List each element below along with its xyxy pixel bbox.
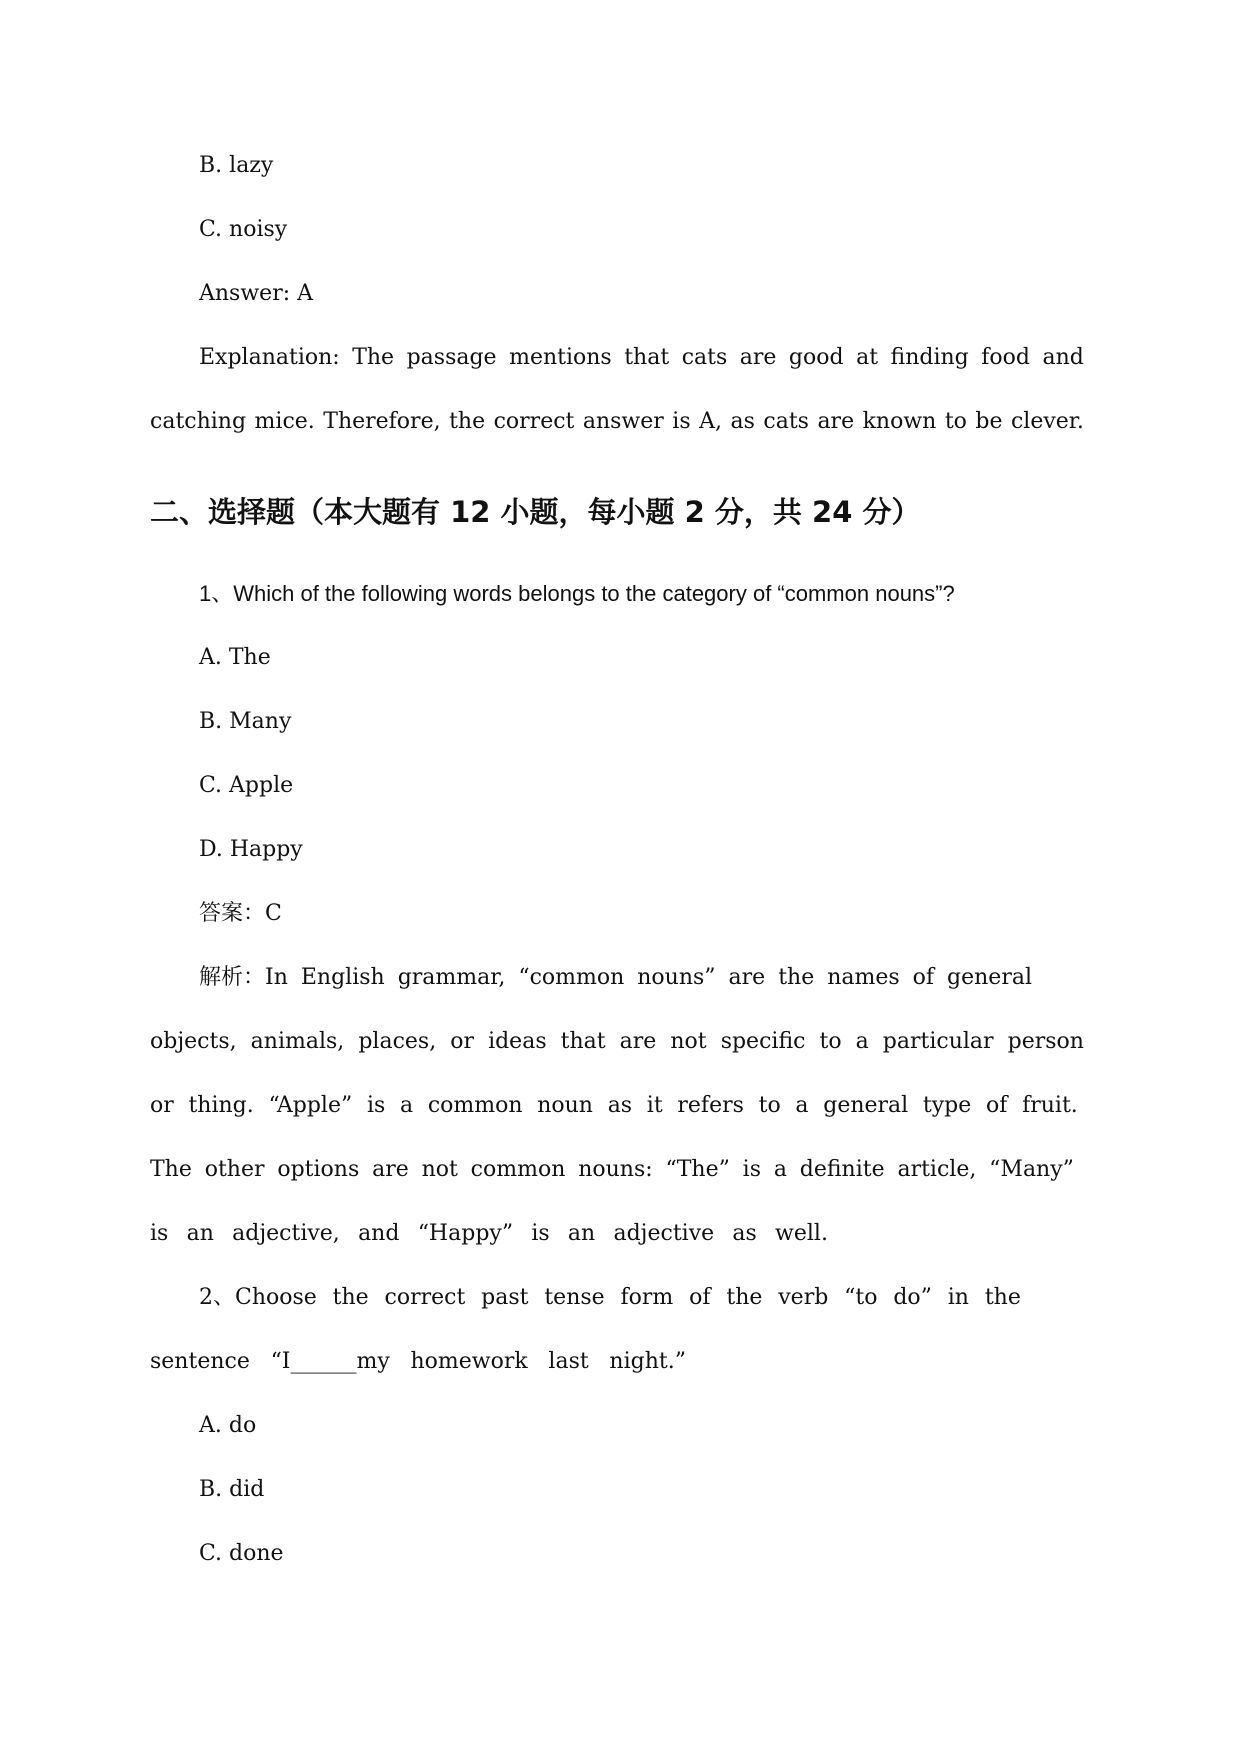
word: noun <box>537 1093 593 1118</box>
word: as <box>607 1093 633 1118</box>
word: well. <box>775 1221 828 1246</box>
word: do” <box>893 1285 932 1310</box>
word: nouns” <box>637 965 716 990</box>
word: to <box>944 409 967 434</box>
question-1: 1、Which of the following words belongs to the category of “common nouns”? <box>199 581 955 606</box>
word: in <box>947 1285 969 1310</box>
word: animals, <box>250 1029 345 1054</box>
answer-line: Answer: A <box>199 281 314 306</box>
word: English <box>300 965 385 990</box>
q1-explanation-line-1 <box>199 963 1032 993</box>
word: to <box>758 1093 781 1118</box>
word: not <box>670 1029 707 1054</box>
word: mentions <box>509 345 612 370</box>
word: definite <box>799 1157 885 1182</box>
word: last <box>548 1349 589 1374</box>
word: is <box>531 1221 550 1246</box>
word: ideas <box>488 1029 547 1054</box>
word: grammar, <box>397 965 506 990</box>
word: passage <box>406 345 497 370</box>
word: “Many” <box>989 1157 1074 1182</box>
word: are <box>739 345 777 370</box>
word: adjective, <box>232 1221 340 1246</box>
explanation-line-2 <box>150 407 1084 437</box>
q1-option-d: D. Happy <box>199 837 303 862</box>
q1-explanation-line-2 <box>150 1027 1084 1057</box>
q2-option-a: A. do <box>199 1413 257 1438</box>
word: Therefore, <box>323 409 441 434</box>
word: options <box>277 1157 360 1182</box>
word: specific <box>720 1029 806 1054</box>
word: 解析：In <box>199 965 288 990</box>
section-heading: 二、选择题（本大题有 12 小题，每小题 2 分，共 24 分） <box>150 495 921 529</box>
word: clever. <box>1010 409 1084 434</box>
word: a <box>399 1093 414 1118</box>
word: objects, <box>150 1029 237 1054</box>
word: catching <box>150 409 247 434</box>
word: the <box>778 965 815 990</box>
word: person <box>1007 1029 1084 1054</box>
word: be <box>975 409 1003 434</box>
word: verb <box>778 1285 829 1310</box>
option-c-noisy: C. noisy <box>199 217 288 242</box>
word: or <box>150 1093 174 1118</box>
word: that <box>560 1029 606 1054</box>
word: general <box>823 1093 909 1118</box>
word: night.” <box>609 1349 686 1374</box>
explanation-line-1 <box>199 343 1084 373</box>
word: it <box>646 1093 663 1118</box>
word: are <box>372 1157 409 1182</box>
word: as <box>732 1221 757 1246</box>
word: thing. <box>188 1093 254 1118</box>
question-2-line-2 <box>150 1347 686 1377</box>
word: of <box>689 1285 711 1310</box>
q2-option-b: B. did <box>199 1477 265 1502</box>
q2-option-c: C. done <box>199 1541 284 1566</box>
word: particular <box>882 1029 994 1054</box>
word: are <box>817 409 855 434</box>
word: fruit. <box>1022 1093 1078 1118</box>
question-2-line-1 <box>199 1283 1021 1313</box>
word: homework <box>410 1349 528 1374</box>
word: to <box>819 1029 842 1054</box>
word: form <box>620 1285 674 1310</box>
word: names <box>827 965 900 990</box>
word: is <box>672 409 691 434</box>
word: Explanation: <box>199 345 340 370</box>
word: “Happy” <box>417 1221 514 1246</box>
q1-option-b: B. Many <box>199 709 292 734</box>
word: food <box>981 345 1030 370</box>
word: sentence <box>150 1349 250 1374</box>
word: the <box>449 409 486 434</box>
word: article, <box>897 1157 977 1182</box>
q1-option-c: C. Apple <box>199 773 294 798</box>
word: other <box>204 1157 265 1182</box>
word: is <box>742 1157 761 1182</box>
word: the <box>726 1285 763 1310</box>
word: and <box>358 1221 400 1246</box>
q1-explanation-line-3 <box>150 1091 1078 1121</box>
word: “Apple” <box>268 1093 353 1118</box>
word: “I______my <box>270 1349 390 1374</box>
word: answer <box>582 409 664 434</box>
word: 2、Choose <box>199 1285 317 1310</box>
word: tense <box>544 1285 605 1310</box>
word: common <box>470 1157 566 1182</box>
word: nouns: <box>578 1157 653 1182</box>
word: not <box>421 1157 458 1182</box>
word: as <box>730 409 755 434</box>
word: is <box>366 1093 386 1118</box>
word: a <box>795 1093 809 1118</box>
word: places, <box>358 1029 437 1054</box>
word: “to <box>844 1285 878 1310</box>
word: an <box>186 1221 214 1246</box>
q1-explanation-line-4 <box>150 1155 1074 1185</box>
word: cats <box>763 409 809 434</box>
word: the <box>332 1285 369 1310</box>
word: are <box>728 965 766 990</box>
word: a <box>855 1029 869 1054</box>
word: good <box>788 345 844 370</box>
word: correct <box>493 409 575 434</box>
word: of <box>985 1093 1008 1118</box>
word: common <box>427 1093 523 1118</box>
word: The <box>150 1157 192 1182</box>
word: The <box>352 345 395 370</box>
word: the <box>984 1285 1021 1310</box>
word: a <box>773 1157 787 1182</box>
word: or <box>450 1029 475 1054</box>
option-b-lazy: B. lazy <box>199 153 274 178</box>
word: at <box>856 345 879 370</box>
word: finding <box>890 345 969 370</box>
q1-explanation-line-5 <box>150 1219 828 1249</box>
word: are <box>619 1029 657 1054</box>
word: of <box>912 965 935 990</box>
q1-option-a: A. The <box>199 645 271 670</box>
word: A, <box>699 409 722 434</box>
word: is <box>150 1221 169 1246</box>
word: “common <box>518 965 625 990</box>
word: correct <box>384 1285 466 1310</box>
word: cats <box>681 345 728 370</box>
word: refers <box>677 1093 744 1118</box>
word: adjective <box>613 1221 715 1246</box>
q1-answer: 答案：C <box>199 901 282 926</box>
word: that <box>624 345 670 370</box>
word: past <box>481 1285 529 1310</box>
word: type <box>922 1093 972 1118</box>
word: general <box>947 965 1032 990</box>
word: and <box>1042 345 1084 370</box>
word: “The” <box>665 1157 730 1182</box>
word: mice. <box>254 409 315 434</box>
word: known <box>862 409 937 434</box>
word: an <box>567 1221 596 1246</box>
